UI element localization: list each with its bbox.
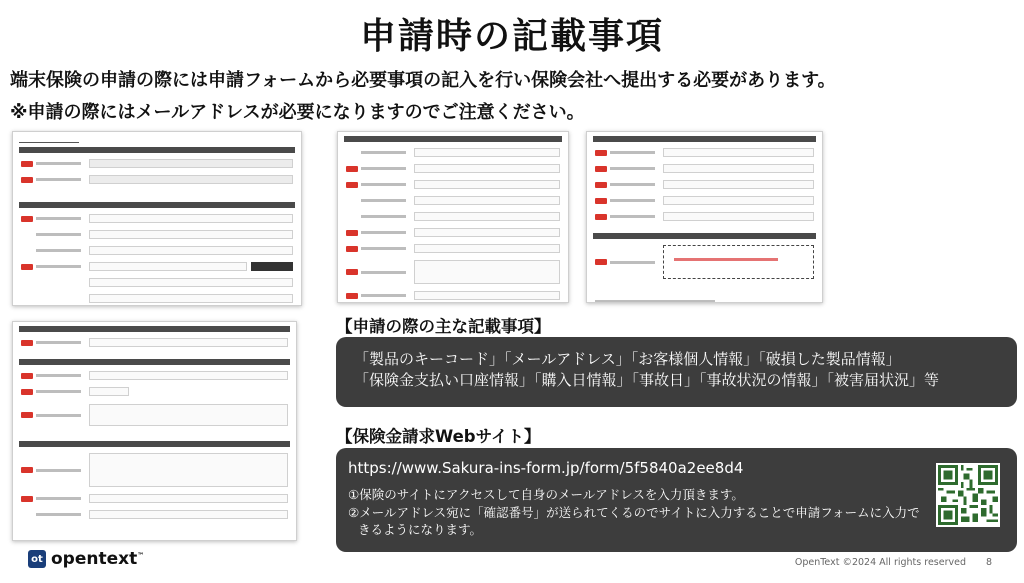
logo-text: opentext™ (51, 549, 145, 569)
page-number: 8 (985, 557, 992, 568)
logo-mark-icon: ot (28, 550, 46, 568)
main-items-line: 「保険金支払い口座情報」「購入日情報」「事故日」「事故状況の情報」「被害届状況」等 (354, 371, 940, 389)
form-screenshot-contact (12, 131, 302, 306)
form-screenshot-accident (12, 321, 297, 541)
form-screenshot-personal (337, 131, 569, 303)
website-url[interactable]: https://www.Sakura-ins-form.jp/form/5f5840a2ee8d4 (348, 459, 744, 477)
page-title: 申請時の記載事項 (359, 16, 664, 57)
main-items-heading: 【申請の際の主な記載事項】 (336, 317, 551, 336)
main-items-box (336, 337, 1017, 407)
main-items-line: 「製品のキーコード」「メールアドレス」「お客様個人情報」「破損した製品情報」 (354, 350, 901, 368)
form-screenshot-confirmation (586, 131, 823, 303)
step-2-text-cont: きるようになります。 (358, 522, 483, 537)
website-box (336, 448, 1017, 552)
opentext-logo (28, 549, 144, 569)
step-2-text: ②メールアドレス宛に「確認番号」が送られてくるのでサイトに入力することで申請フォームに入力で (348, 505, 920, 520)
copyright-text: OpenText ©2024 All rights reserved (794, 557, 966, 568)
qr-code-icon[interactable] (936, 463, 1000, 527)
intro-text: 端末保険の申請の際には申請フォームから必要事項の記入を行い保険会社へ提出する必要があります。 (10, 70, 836, 91)
website-heading: 【保険金請求Webサイト】 (336, 427, 541, 446)
notice-text: ※申請の際にはメールアドレスが必要になりますのでご注意ください。 (10, 102, 585, 123)
step-1-text: ①保険のサイトにアクセスして自身のメールアドレスを入力頂きます。 (348, 487, 744, 502)
